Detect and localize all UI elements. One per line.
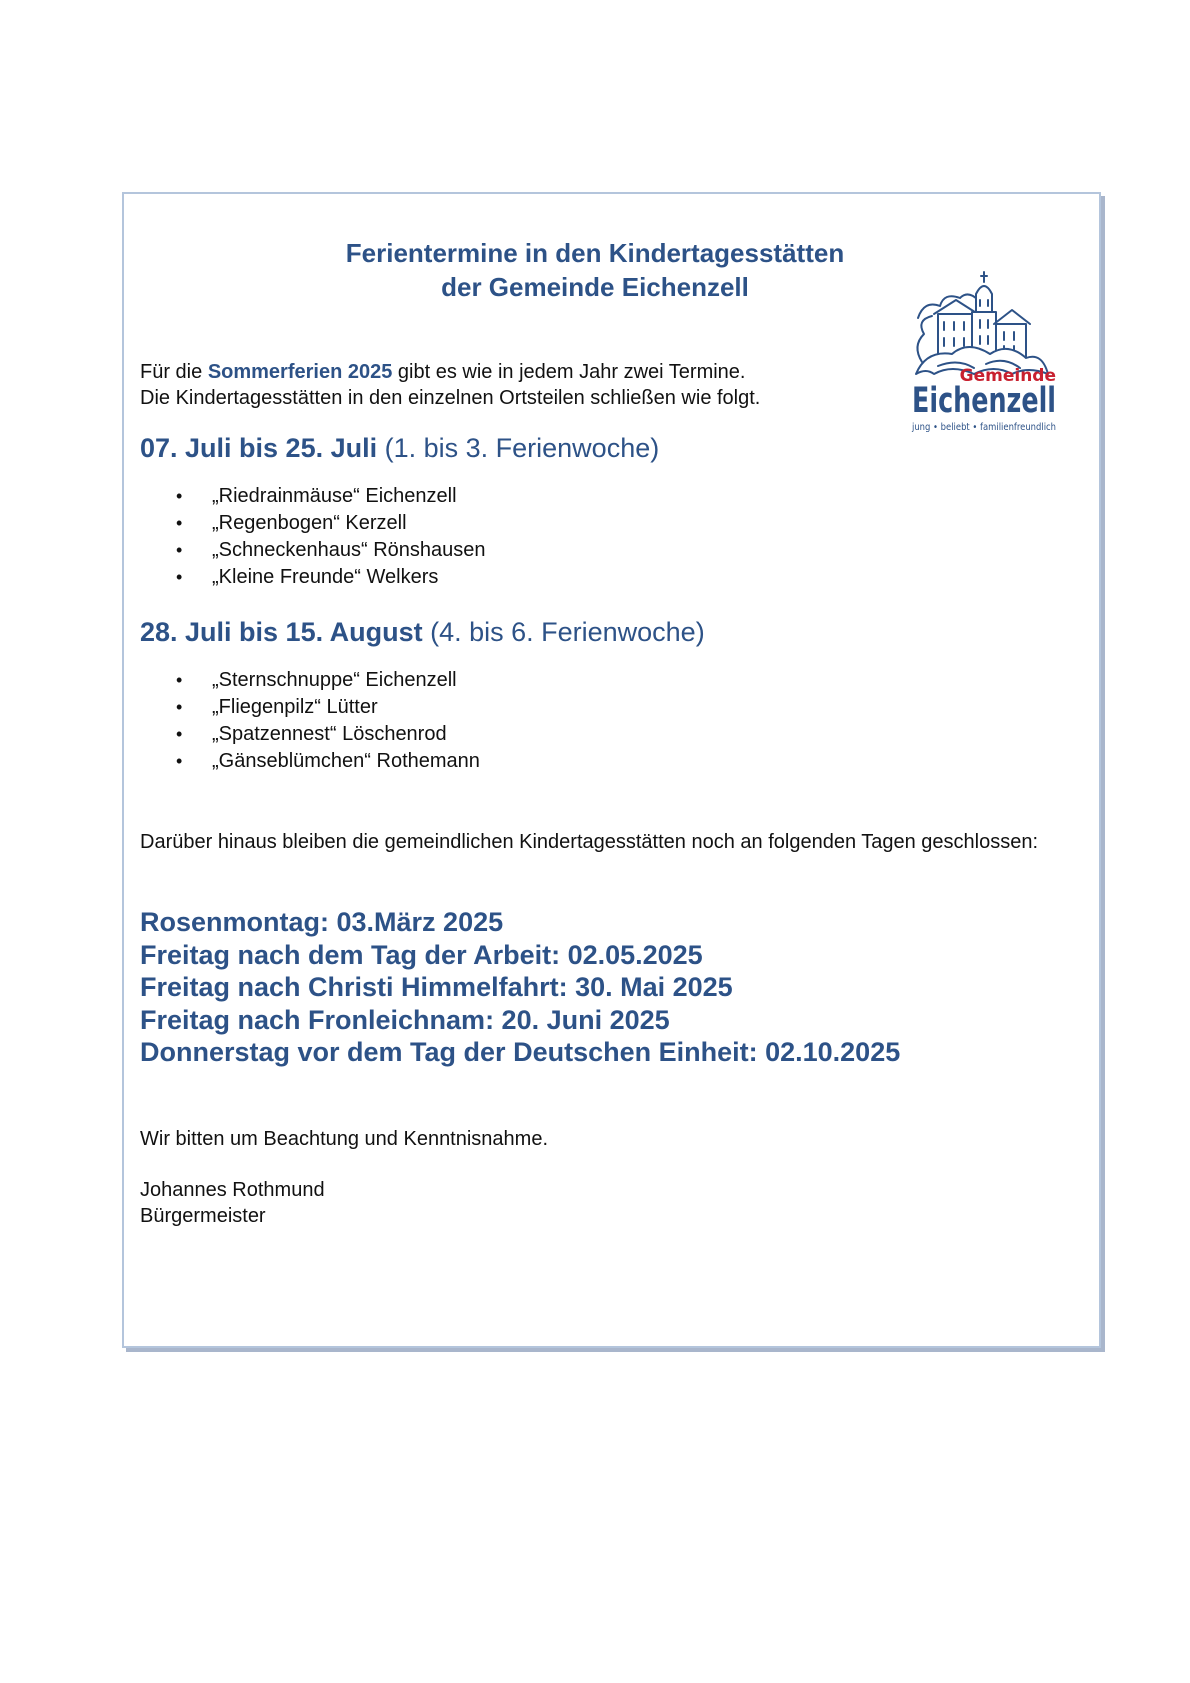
list-item: • „Kleine Freunde“ Welkers [140,564,486,591]
logo-eichenzell-text: Eichenzell [912,381,1056,421]
period-heading-1 [140,432,659,464]
list-item: • „Riedrainmäuse“ Eichenzell [140,483,486,510]
logo-gemeinde-text: Gemeinde [959,366,1056,386]
closed-day: Rosenmontag: 03.März 2025 [140,907,504,937]
period-heading-2 [140,616,705,648]
signature-role: Bürgermeister [140,1205,266,1227]
list-item: • „Regenbogen“ Kerzell [140,510,486,537]
intro-line-2: Die Kindertagesstätten in den einzelnen Ortsteilen schließen wie folgt. [140,387,761,409]
closed-day: Donnerstag vor dem Tag der Deutschen Einheit: 02.10.2025 [140,1037,901,1067]
period-2-dates: 28. Juli bis 15. August [140,617,423,647]
logo-tagline: jung • beliebt • familienfreundlich [911,422,1056,433]
signature-block [140,1177,325,1229]
list-item: • „Fliegenpilz“ Lütter [140,694,480,721]
closed-day: Freitag nach Christi Himmelfahrt: 30. Mai 2025 [140,972,733,1002]
closed-days-list [140,906,900,1069]
signature-name: Johannes Rothmund [140,1179,325,1201]
list-item: • „Gänseblümchen“ Rothemann [140,748,480,775]
closed-day: Freitag nach dem Tag der Arbeit: 02.05.2025 [140,939,703,970]
period-1-dates: 07. Juli bis 25. Juli [140,433,378,463]
intro-highlight: Sommerferien 2025 [207,361,393,383]
period-2-list [140,667,480,775]
intro-pre: Für die [140,361,208,383]
gemeinde-eichenzell-logo [908,270,1060,445]
intro-post: gibt es wie in jedem Jahr zwei Termine. [392,361,746,383]
intro-text [140,359,760,411]
period-1-list [140,483,486,591]
closing-text: Wir bitten um Beachtung und Kenntnisnahme. [140,1128,549,1150]
additional-closures-note: Darüber hinaus bleiben die gemeindlichen Kindertagesstätten noch an folgenden Tagen geschlossen: [140,831,1039,853]
list-item: • „Sternschnuppe“ Eichenzell [140,667,480,694]
title-line-1: Ferientermine in den Kindertagesstätten [345,238,845,268]
closed-day: Freitag nach Fronleichnam: 20. Juni 2025 [140,1004,670,1035]
period-1-weeks: (1. bis 3. Ferienwoche) [377,433,660,463]
list-item: • „Spatzennest“ Löschenrod [140,721,480,748]
period-2-weeks: (4. bis 6. Ferienwoche) [422,617,705,647]
list-item: • „Schneckenhaus“ Rönshausen [140,537,486,564]
title-line-2: der Gemeinde Eichenzell [441,272,749,302]
